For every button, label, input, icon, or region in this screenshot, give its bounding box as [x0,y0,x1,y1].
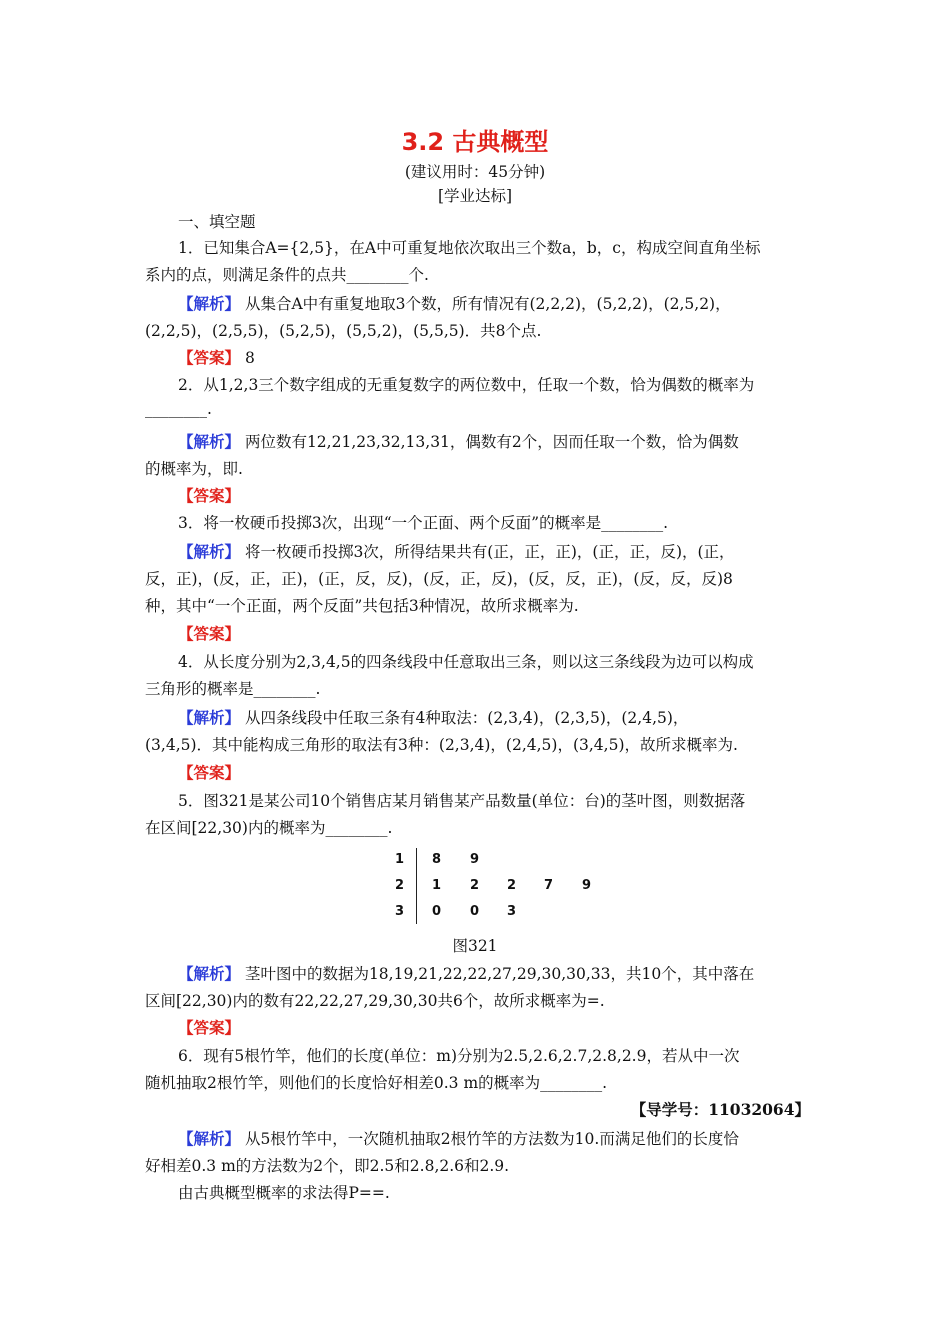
q6-analysis-1: 【解析】 从5根竹竿中，一次随机抽取2根竹竿的方法数为10.而满足他们的长度恰 [178,1129,739,1148]
q4-analysis-2: (3,4,5)．其中能构成三角形的取法有3种：(2,3,4)，(2,4,5)，(3,4,5)，故所求概率为. [145,736,738,754]
q1-analysis-1: 【解析】 从集合A中有重复地取3个数，所有情况有(2,2,2)，(5,2,2)，(2,5,2)， [178,294,731,313]
analysis-tag: 【解析】 [178,708,241,727]
q3-text-1: 3．将一枚硬币投掷3次，出现“一个正面、两个反面”的概率是________. [178,514,669,532]
q6-analysis-2: 好相差0.3 m的方法数为2个，即2.5和2.8,2.6和2.9. [145,1157,510,1175]
q1-analysis-2: (2,2,5)，(2,5,5)，(5,2,5)，(5,5,2)，(5,5,5)．共8个点. [145,322,542,340]
stem-leaf-plot [388,848,628,928]
q2-analysis-1: 【解析】 两位数有12,21,23,32,13,31，偶数有2个，因而任取一个数，恰为偶数 [178,432,739,451]
stem-row: 2 1 2 2 7 9 [395,878,592,893]
q3-analysis-2: 反，正)，(反，正，正)，(正，反，反)，(反，正，反)，(反，反，正)，(反，反，反)8 [145,570,733,588]
analysis-tag: 【解析】 [178,432,241,451]
q5-analysis-2: 区间[22,30)内的数有22,22,27,29,30,30共6个，故所求概率为=. [145,992,605,1010]
analysis-tag: 【解析】 [178,1129,241,1148]
analysis-tag: 【解析】 [178,542,241,561]
answer-tag: 【答案】 [178,763,241,782]
figure-caption: 图321 [452,937,498,955]
answer-tag: 【答案】 [178,486,241,505]
analysis-tag: 【解析】 [178,294,241,313]
answer-tag: 【答案】 [178,1018,241,1037]
q5-text-2: 在区间[22,30)内的概率为________. [145,819,393,837]
q6-text-2: 随机抽取2根竹竿，则他们的长度恰好相差0.3 m的概率为________. [145,1074,608,1092]
q3-answer [178,622,810,644]
q1-text-2: 系内的点，则满足条件的点共________个. [145,266,429,284]
answer-tag: 【答案】 [178,348,241,367]
q1-text-1: 1．已知集合A={2,5}，在A中可重复地依次取出三个数a，b，c，构成空间直角坐标 [178,239,761,257]
guide-number: 【导学号：11032064】 [630,1100,810,1119]
q5-answer [178,1016,810,1038]
stem-row: 1 8 9 [395,852,480,867]
section-heading: 一、填空题 [178,213,256,231]
q2-text-1: 2．从1,2,3三个数字组成的无重复数字的两位数中，任取一个数，恰为偶数的概率为 [178,376,755,394]
q4-analysis-1: 【解析】 从四条线段中任取三条有4种取法：(2,3,4)，(2,3,5)，(2,4,5)， [178,708,689,727]
q3-analysis-3: 种，其中“一个正面，两个反面”共包括3种情况，故所求概率为. [145,597,579,615]
q4-text-1: 4．从长度分别为2,3,4,5的四条线段中任意取出三条，则以这三条线段为边可以构成 [178,653,754,671]
q6-text-1: 6．现有5根竹竿，他们的长度(单位：m)分别为2.5,2.6,2.7,2.8,2.9，若从中一次 [178,1047,740,1065]
suggested-time: (建议用时：45分钟) [404,163,546,181]
level-label: [学业达标] [437,187,513,205]
analysis-tag: 【解析】 [178,964,241,983]
stem-row: 3 0 0 3 [395,904,517,919]
q5-text-1: 5．图321是某公司10个销售店某月销售某产品数量(单位：台)的茎叶图，则数据落 [178,792,746,810]
q1-answer: 【答案】 8 [178,348,255,367]
page-title: 3.2 古典概型 [401,128,549,156]
q4-answer [178,761,810,783]
q2-text-2: ________. [145,400,212,418]
answer-tag: 【答案】 [178,624,241,643]
q2-analysis-2: 的概率为，即. [145,460,243,478]
q3-analysis-1: 【解析】 将一枚硬币投掷3次，所得结果共有(正，正，正)，(正，正，反)，(正， [178,542,735,561]
q4-text-2: 三角形的概率是________. [145,680,321,698]
q5-analysis-1: 【解析】 茎叶图中的数据为18,19,21,22,22,27,29,30,30,33，共10个，其中落在 [178,964,755,983]
q2-answer [178,484,810,506]
q6-analysis-3: 由古典概型概率的求法得P==. [178,1184,390,1202]
